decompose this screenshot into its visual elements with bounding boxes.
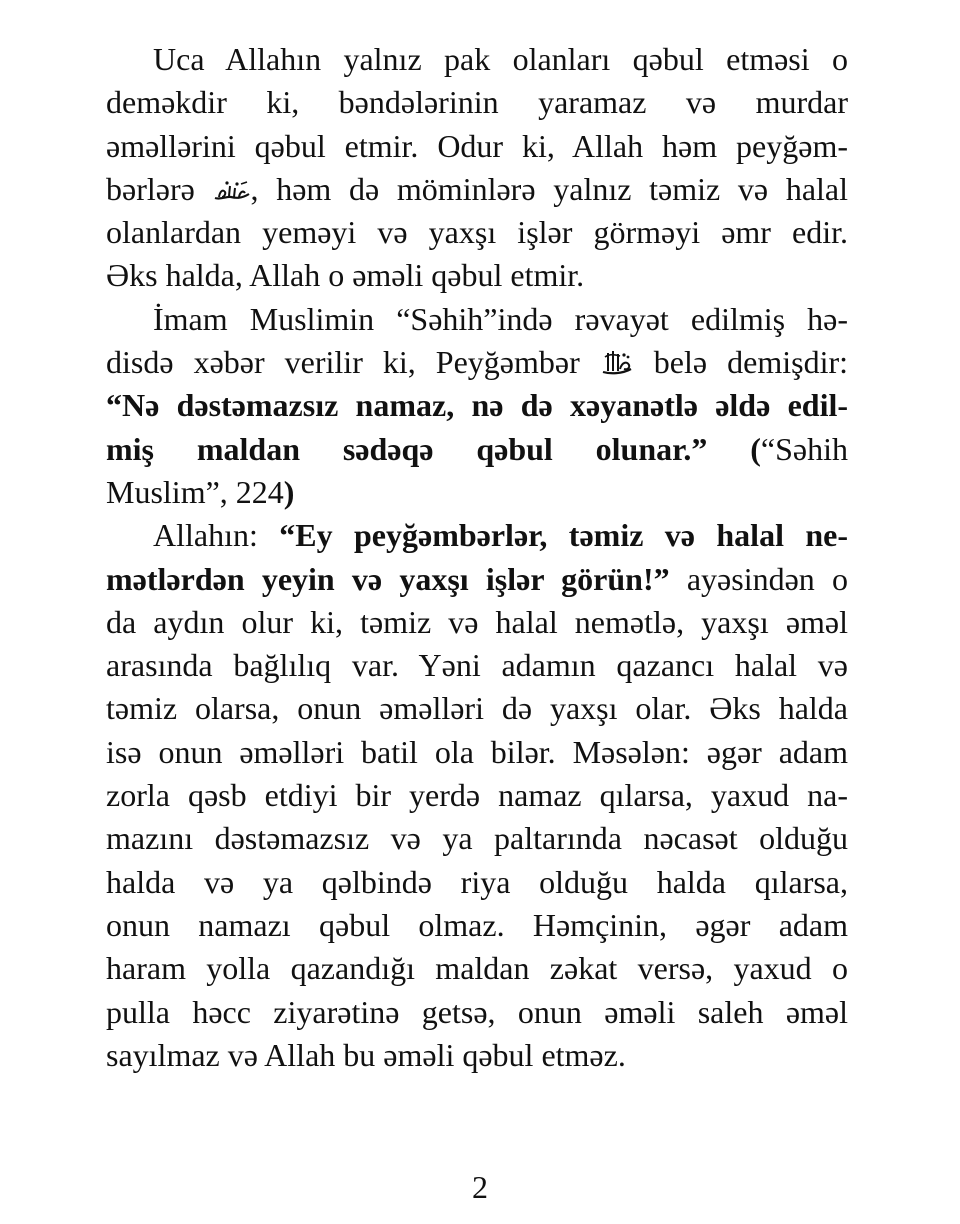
text-line: Uca Allahın yalnız pak olanları qəbul etməsi o (153, 41, 848, 77)
citation-close-paren: ) (283, 473, 295, 510)
page-body (106, 38, 848, 1077)
text-line: arasında bağlılıq var. Yəni adamın qazancı halal və (106, 647, 848, 684)
text-line: zorla qəsb etdiyi bir yerdə namaz qılarsa, yaxud na- (106, 777, 848, 814)
text-line: İmam Muslimin “Səhih”ində rəvayət edilmiş hə- (153, 300, 848, 337)
text-line (106, 341, 848, 384)
text-line: onun namazı qəbul olmaz. Həmçinin, əgər adam (106, 906, 848, 943)
text-line (106, 471, 848, 514)
text-line: pulla həcc ziyarətinə getsə, onun əməli saleh əməl (106, 993, 848, 1030)
text-line: haram yolla qazandığı maldan zəkat versə, yaxud o (106, 950, 848, 987)
text-line (106, 168, 848, 211)
alayhimus-salam-calligraphy-icon (213, 178, 251, 204)
text-line: əməllərini qəbul etmir. Odur ki, Allah həm peyğəm- (106, 127, 848, 164)
citation-fragment: “Səhih (760, 430, 848, 467)
citation-fragment: Muslim”, 224 (106, 473, 284, 510)
hadith-quote-fragment: miş maldan sədəqə qəbul olunar.” ( (106, 430, 761, 467)
text-line: deməkdir ki, bəndələrinin yaramaz və murdar (106, 84, 848, 121)
ayah-quote-fragment: “Ey peyğəmbərlər, təmiz və halal ne- (279, 517, 849, 554)
ayah-quote-fragment: mətlərdən yeyin və yaxşı işlər görün!” (106, 560, 670, 597)
text-fragment: belə demişdir: (633, 344, 849, 381)
paragraph-3 (106, 514, 848, 1077)
text-line: mazını dəstəmazsız və ya paltarında nəcasət olduğu (106, 820, 848, 857)
text-line: Əks halda, Allah o əməli qəbul etmir. (106, 257, 585, 294)
text-line: isə onun əməlləri batil ola bilər. Məsələn: əgər adam (106, 733, 848, 770)
paragraph-1 (106, 38, 848, 298)
page-number: 2 (472, 1169, 488, 1205)
text-fragment: ayəsindən o (669, 560, 849, 597)
sallallahu-alayhi-wa-sallam-calligraphy-icon (600, 347, 634, 377)
text-line (106, 514, 848, 557)
text-line: sayılmaz və Allah bu əməli qəbul etməz. (106, 1036, 626, 1073)
text-line: halda və ya qəlbində riya olduğu halda qılarsa, (106, 863, 848, 900)
paragraph-2 (106, 298, 848, 514)
text-line: da aydın olur ki, təmiz və halal nemətlə, yaxşı əməl (106, 603, 848, 640)
text-fragment: bərlərə (106, 170, 195, 207)
text-line: olanlardan yeməyi və yaxşı işlər görməyi əmr edir. (106, 214, 848, 251)
text-line (106, 558, 848, 601)
text-line (106, 428, 848, 471)
text-fragment: disdə xəbər verilir ki, Peyğəmbər (106, 344, 580, 381)
hadith-quote-line: “Nə dəstəmazsız namaz, nə də xəyanətlə əldə edil- (106, 387, 848, 424)
text-fragment: , həm də möminlərə yalnız təmiz və halal (250, 170, 849, 207)
text-fragment: Allahın: (153, 517, 280, 554)
text-line: təmiz olarsa, onun əməlləri də yaxşı olar. Əks halda (106, 690, 848, 727)
